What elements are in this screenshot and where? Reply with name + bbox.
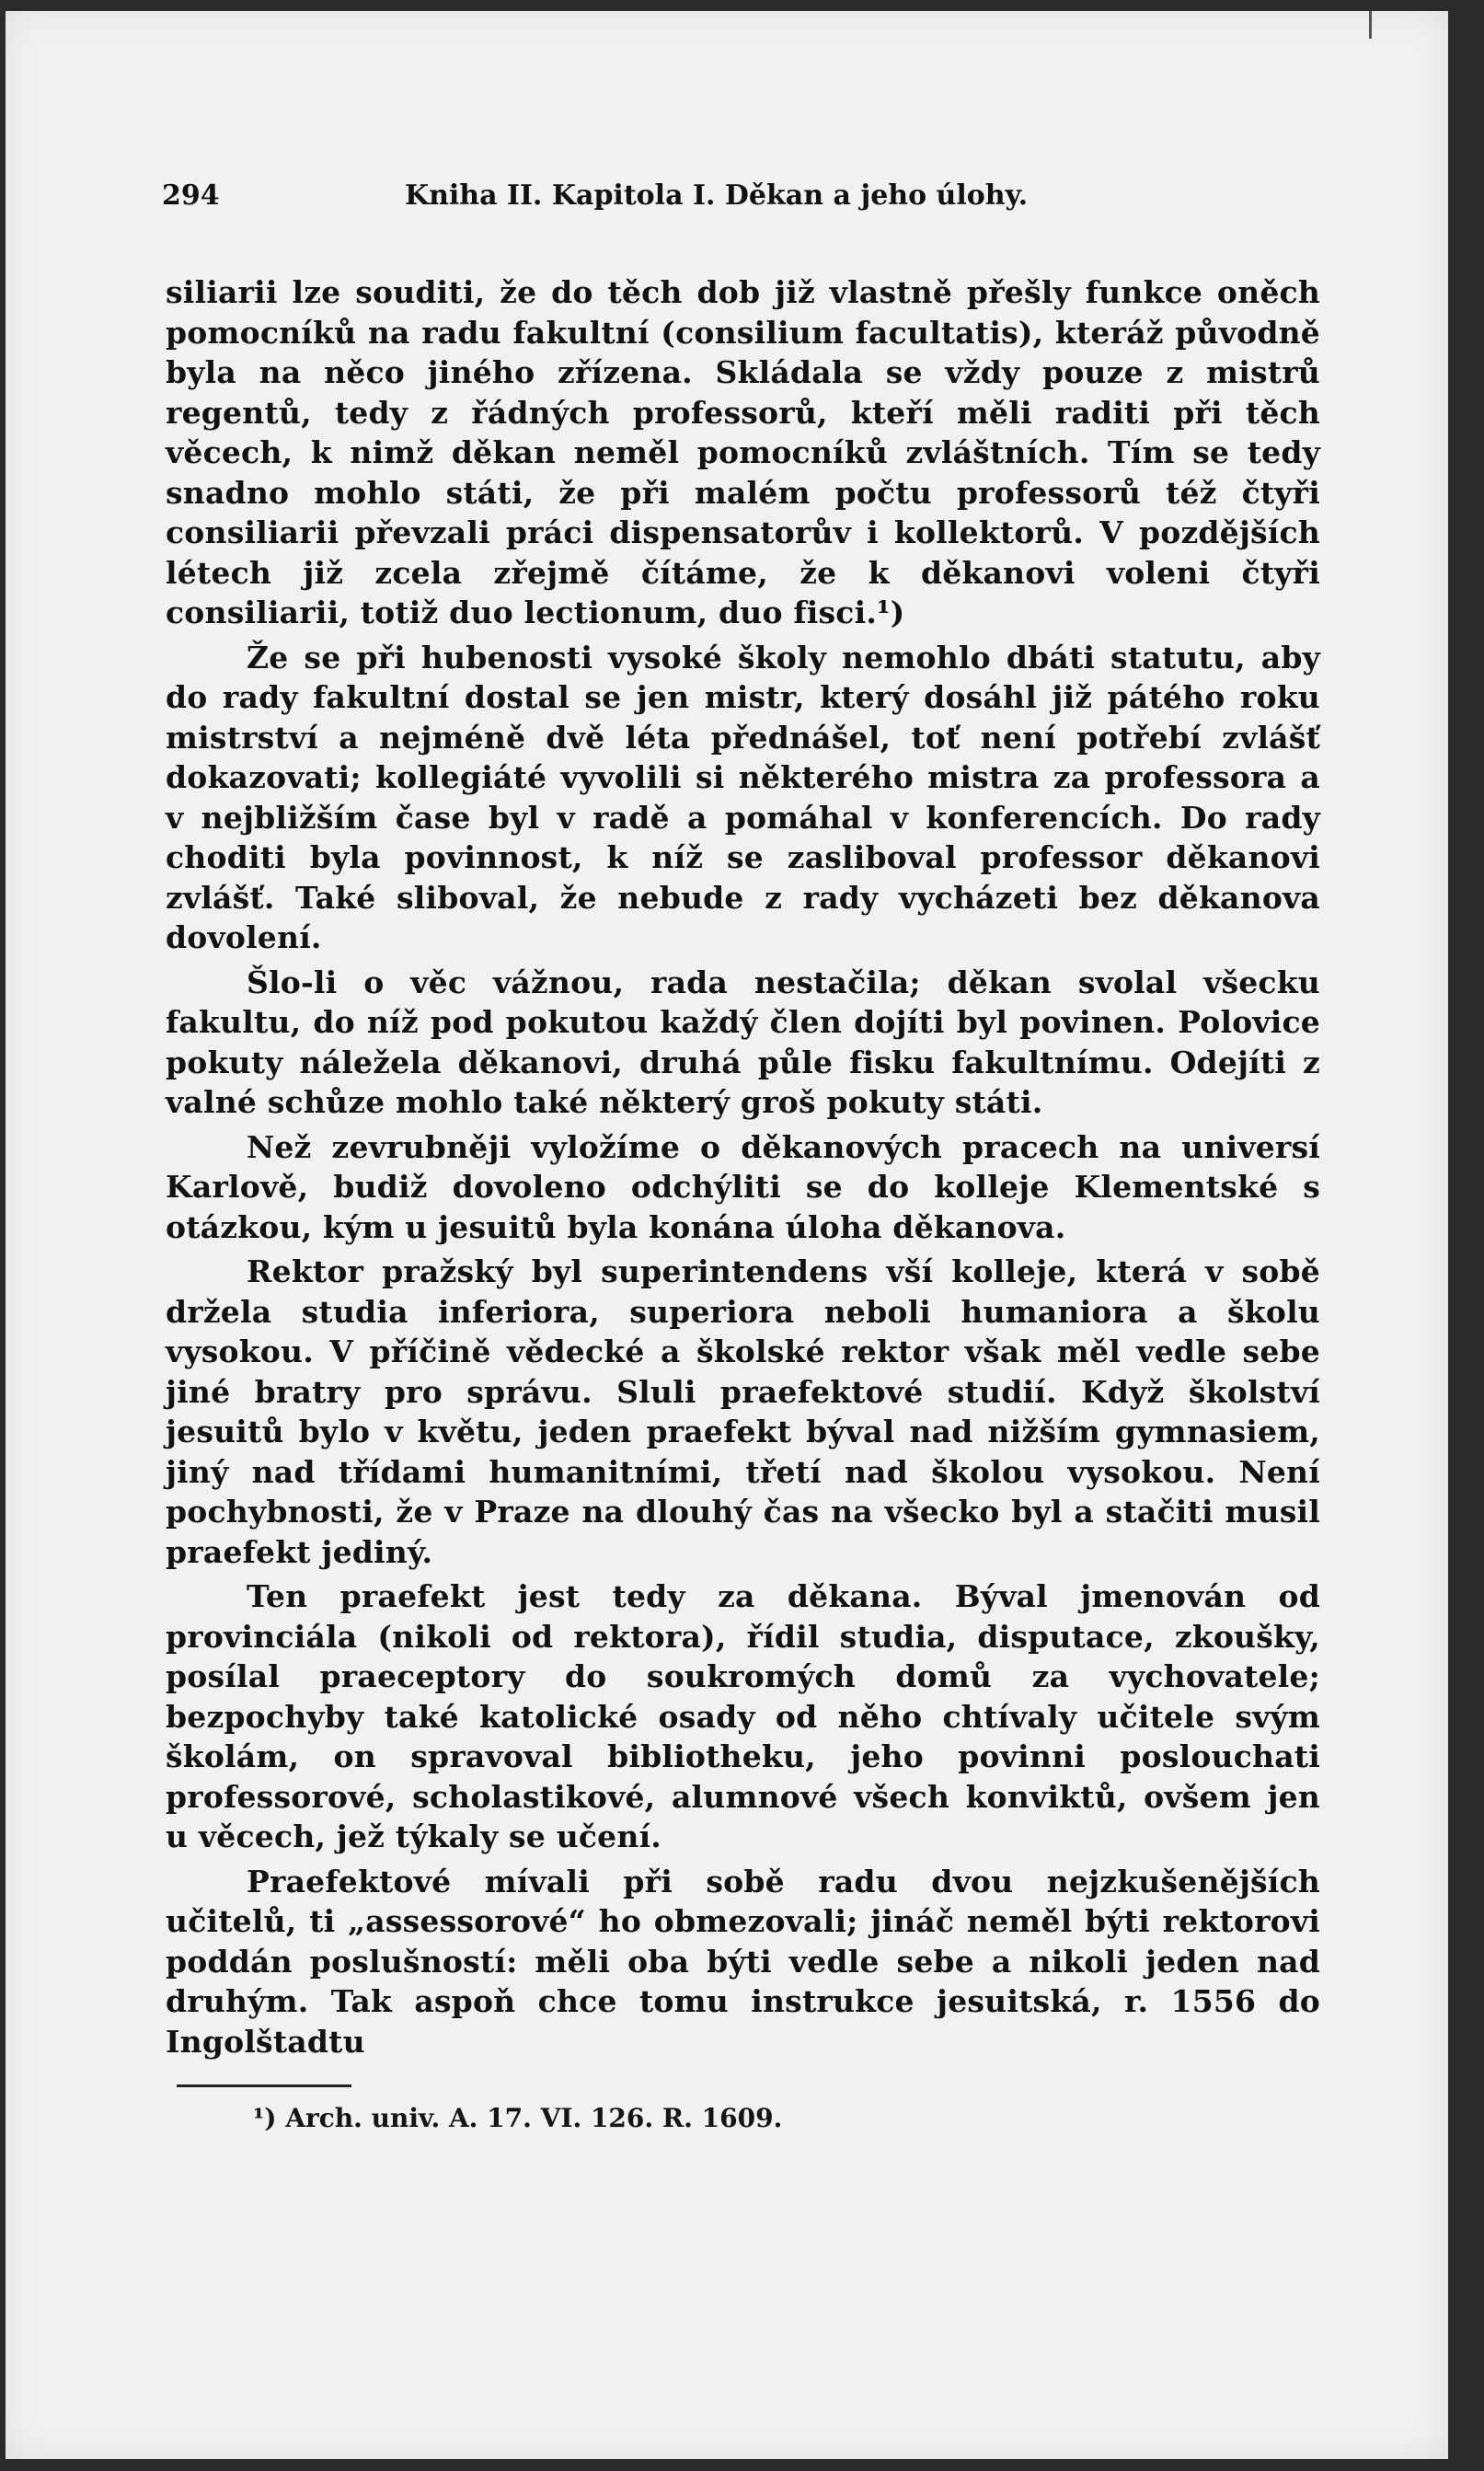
paragraph-continued: siliarii lze souditi, že do těch dob již vlastně přešly funkce oněch pomocníků na radu fakultní (consilium facultatis), kteráž původně byla na něco jiného zřízena. Skládala se vždy pouze z mistrů regentů, tedy z řádných professorů, kteří měli raditi při těch věcech, k nimž děkan neměl pomocníků zvláštních. Tím se tedy snadno mohlo státi, že při malém počtu professorů též čtyři consiliarii převzali práci dispensatorův i kollektorů. V pozdějších létech již zcela zřejmě čítáme, že k děkanovi voleni čtyři consiliarii, totiž duo lectionum, duo fisci.¹) <box>166 274 1320 630</box>
scan-edge-mark <box>1369 11 1372 39</box>
body-text <box>166 272 1320 2061</box>
paragraph: Šlo-li o věc vážnou, rada nestačila; děkan svolal všecku fakultu, do níž pod pokutou každý člen dojíti byl povinen. Polovice pokuty náležela děkanovi, druhá půle fisku fakultnímu. Odejíti z valné schůze mohlo také některý groš pokuty státi. <box>166 964 1320 1120</box>
running-header <box>155 179 1332 224</box>
footnote: ¹) Arch. univ. A. 17. VI. 126. R. 1609. <box>253 2103 783 2133</box>
paragraph: Praefektové mívali při sobě radu dvou nejzkušenějších učitelů, ti „assessorové“ ho obmezovali; jináč neměl býti rektorovi poddán poslušností: měli oba býti vedle sebe a nikoli jeden nad druhým. Tak aspoň chce tomu instrukce jesuitská, r. 1556 do Ingolštadtu <box>166 1863 1320 2060</box>
paragraph: Než zevrubněji vyložíme o děkanových pracech na universí Karlově, budiž dovoleno odchýliti se do kolleje Klementské s otázkou, kým u jesuitů byla konána úloha děkanova. <box>166 1128 1320 1245</box>
footnote-rule <box>177 2084 351 2087</box>
paragraph: Že se při hubenosti vysoké školy nemohlo dbáti statutu, aby do rady fakultní dostal se jen mistr, který dosáhl již pátého roku mistrství a nejméně dvě léta přednášel, toť není potřebí zvlášť dokazovati; kollegiáté vyvolili si některého mistra za professora a v nejbližším čase byl v radě a pomáhal v konferencích. Do rady choditi byla povinnost, k níž se zasliboval professor děkanovi zvlášť. Také sliboval, že nebude z rady vycházeti bez děkanova dovolení. <box>166 639 1320 955</box>
page-number: 294 <box>162 179 220 212</box>
paragraph: Ten praefekt jest tedy za děkana. Býval jmenován od provinciála (nikoli od rektora), řídil studia, disputace, zkoušky, posílal praeceptory do soukromých domů za vychovatele; bezpochyby také katolické osady od něho chtívaly učitele svým školám, on spravoval bibliotheku, jeho povinni poslouchati professorové, scholastikové, alumnové všech konviktů, ovšem jen u věcech, jež týkaly se učení. <box>166 1578 1320 1854</box>
paragraph: Rektor pražský byl superintendens vší kolleje, která v sobě držela studia inferiora, superiora neboli humaniora a školu vysokou. V příčině vědecké a školské rektor však měl vedle sebe jiné bratry pro správu. Sluli praefektové studií. Když školství jesuitů bylo v květu, jeden praefekt býval nad nižším gymnasiem, jiný nad třídami humanitními, třetí nad školou vysokou. Není pochybnosti, že v Praze na dlouhý čas na všecko byl a stačiti musil praefekt jediný. <box>166 1253 1320 1570</box>
running-title: Kniha II. Kapitola I. Děkan a jeho úlohy. <box>405 179 1029 212</box>
